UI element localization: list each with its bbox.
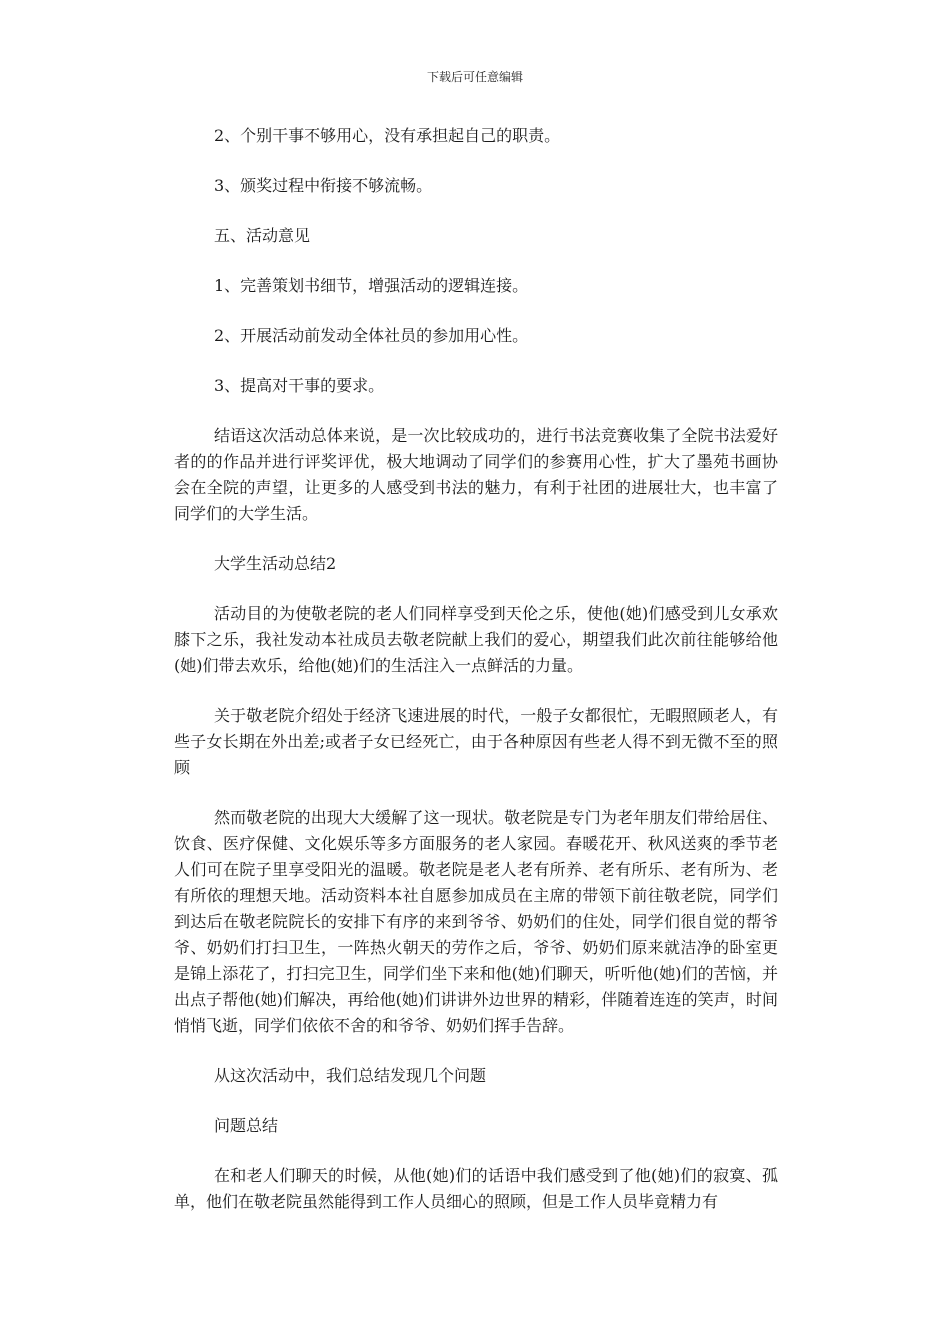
page-header: 下载后可任意编辑 bbox=[426, 70, 523, 84]
paragraph: 结语这次活动总体来说，是一次比较成功的，进行书法竞赛收集了全院书法爱好者的的作品并进行评奖评优，极大地调动了同学们的参赛用心性，扩大了墨苑书画协会在全院的声望，让更多的人感受到书法的魅力，有利于社团的进展壮大，也丰富了同学们的大学生活。 bbox=[174, 426, 778, 523]
paragraph: 3、颁奖过程中衔接不够流畅。 bbox=[214, 176, 433, 195]
section-heading: 五、活动意见 bbox=[214, 226, 311, 245]
paragraph: 2、个别干事不够用心，没有承担起自己的职责。 bbox=[214, 126, 561, 145]
section-heading: 大学生活动总结2 bbox=[214, 554, 337, 573]
section-heading: 问题总结 bbox=[214, 1116, 279, 1135]
paragraph: 1、完善策划书细节，增强活动的逻辑连接。 bbox=[214, 276, 529, 295]
paragraph: 关于敬老院介绍处于经济飞速进展的时代，一般子女都很忙，无暇照顾老人，有些子女长期在外出差;或者子女已经死亡，由于各种原因有些老人得不到无微不至的照顾 bbox=[174, 706, 778, 777]
paragraph: 2、开展活动前发动全体社员的参加用心性。 bbox=[214, 326, 529, 345]
paragraph: 活动目的为使敬老院的老人们同样享受到天伦之乐，使他(她)们感受到儿女承欢膝下之乐，我社发动本社成员去敬老院献上我们的爱心，期望我们此次前往能够给他(她)们带去欢乐，给他(她)们的生活注入一点鲜活的力量。 bbox=[174, 604, 778, 675]
document-body bbox=[174, 123, 778, 1215]
paragraph: 3、提高对干事的要求。 bbox=[214, 376, 385, 395]
paragraph: 然而敬老院的出现大大缓解了这一现状。敬老院是专门为老年朋友们带给居住、饮食、医疗保健、文化娱乐等多方面服务的老人家园。春暖花开、秋风送爽的季节老人们可在院子里享受阳光的温暖。敬老院是老人老有所养、老有所乐、老有所为、老有所依的理想天地。活动资料本社自愿参加成员在主席的带领下前往敬老院，同学们到达后在敬老院院长的安排下有序的来到爷爷、奶奶们的住处，同学们很自觉的帮爷爷、奶奶们打扫卫生，一阵热火朝天的劳作之后，爷爷、奶奶们原来就洁净的卧室更是锦上添花了，打扫完卫生，同学们坐下来和他(她)们聊天，听听他(她)们的苦恼，并出点子帮他(她)们解决，再给他(她)们讲讲外边世界的精彩，伴随着连连的笑声，时间悄悄飞逝，同学们依依不舍的和爷爷、奶奶们挥手告辞。 bbox=[174, 808, 778, 1035]
paragraph: 从这次活动中，我们总结发现几个问题 bbox=[214, 1066, 487, 1085]
paragraph: 在和老人们聊天的时候，从他(她)们的话语中我们感受到了他(她)们的寂寞、孤单，他们在敬老院虽然能得到工作人员细心的照顾，但是工作人员毕竟精力有 bbox=[174, 1166, 778, 1211]
